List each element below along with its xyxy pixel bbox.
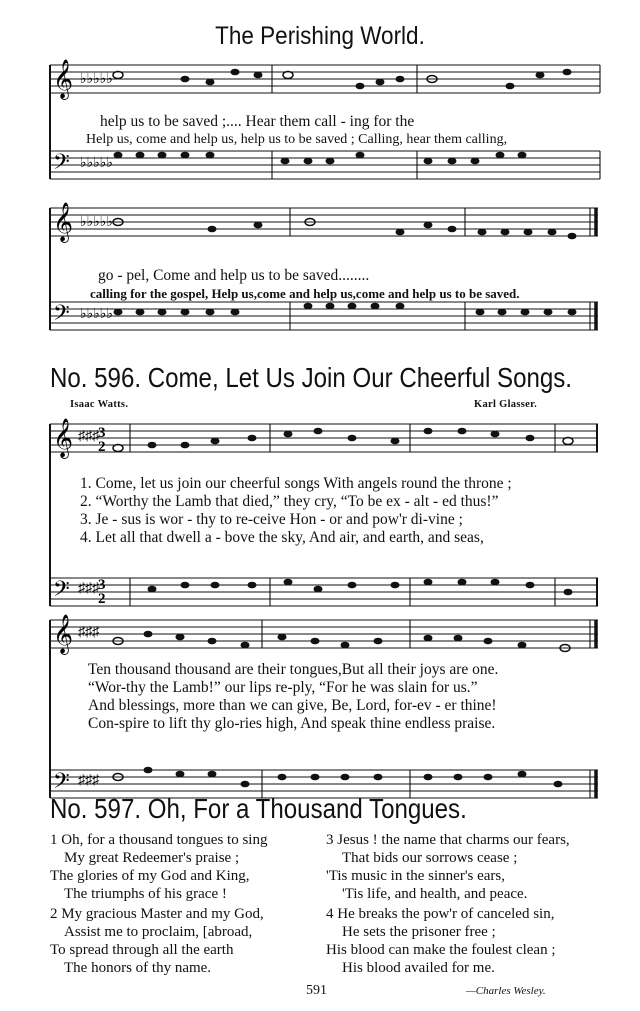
stanza-line: That bids our sorrows cease ; xyxy=(342,850,518,866)
verse-line: 4. Let all that dwell a - bove the sky, And air, and earth, and seas, xyxy=(80,529,484,546)
stanza-line: 3 Jesus ! the name that charms our fears, xyxy=(326,832,570,848)
svg-text:3: 3 xyxy=(98,425,106,441)
stanza-line: His blood can make the foulest clean ; xyxy=(326,942,556,958)
hymn-596-heading: No. 596. Come, Let Us Join Our Cheerful Songs. xyxy=(50,362,572,393)
verse-line: 3. Je - sus is wor - thy to re-ceive Hon - or and pow'r di-vine ; xyxy=(80,511,463,528)
stanza-line: Assist me to proclaim, [abroad, xyxy=(64,924,253,940)
verse-line: 1. Come, let us join our cheerful songs With angels round the throne ; xyxy=(80,475,512,492)
hymn-596-composer: Karl Glasser. xyxy=(474,399,538,410)
stanza-line: My great Redeemer's praise ; xyxy=(64,850,240,866)
stanza-line: His blood availed for me. xyxy=(342,960,495,976)
top-hymn-title: The Perishing World. xyxy=(215,22,425,50)
svg-text:2: 2 xyxy=(98,591,106,607)
svg-text:𝄞: 𝄞 xyxy=(53,614,74,654)
svg-text:♭♭♭♭♭: ♭♭♭♭♭ xyxy=(80,215,114,230)
lyric-line: calling for the gospel, Help us,come and help us,come and help us to be saved. xyxy=(90,286,520,301)
lyric-line: help us to be saved ;.... Hear them call - ing for the xyxy=(100,113,415,130)
lyric-line: Help us, come and help us, help us to be saved ; Calling, hear them calling, xyxy=(86,132,508,147)
stanza-line: The triumphs of his grace ! xyxy=(64,886,227,902)
verse-line: Con-spire to lift thy glo-ries high, And speak thine endless praise. xyxy=(88,715,496,732)
stanza-line: The honors of thy name. xyxy=(64,960,212,976)
svg-text:♯♯♯: ♯♯♯ xyxy=(78,773,99,788)
svg-text:♯♯♯: ♯♯♯ xyxy=(78,429,99,444)
stanza-line: 2 My gracious Master and my God, xyxy=(50,906,264,922)
hymn-597-heading: No. 597. Oh, For a Thousand Tongues. xyxy=(50,793,467,824)
stanza-line: 'Tis life, and health, and peace. xyxy=(342,886,528,902)
verse-line: Ten thousand thousand are their tongues,But all their joys are one. xyxy=(88,661,499,678)
svg-text:♭♭♭♭♭: ♭♭♭♭♭ xyxy=(80,72,114,87)
svg-text:𝄢: 𝄢 xyxy=(53,577,70,607)
hymn-596-author: Isaac Watts. xyxy=(70,399,129,410)
verse-line: 2. “Worthy the Lamb that died,” they cry, “To be ex - alt - ed thus!” xyxy=(80,493,499,510)
lyric-line: go - pel, Come and help us to be saved........ xyxy=(98,267,370,284)
stanza-line: 'Tis music in the sinner's ears, xyxy=(326,868,506,884)
verse-line: And blessings, more than we can give, Be, Lord, for-ev - er thine! xyxy=(88,697,497,714)
svg-text:♯♯♯: ♯♯♯ xyxy=(78,625,99,640)
svg-text:𝄞: 𝄞 xyxy=(53,59,74,99)
page-number: 591 xyxy=(306,983,327,998)
svg-text:♯♯♯: ♯♯♯ xyxy=(78,581,99,596)
stanza-line: 1 Oh, for a thousand tongues to sing xyxy=(50,832,268,848)
verse-line: “Wor-thy the Lamb!” our lips re-ply, “For he was slain for us.” xyxy=(88,679,478,696)
svg-text:♭♭♭♭♭: ♭♭♭♭♭ xyxy=(80,307,114,322)
svg-text:3: 3 xyxy=(98,577,106,593)
svg-text:𝄢: 𝄢 xyxy=(53,301,70,331)
stanza-line: 4 He breaks the pow'r of canceled sin, xyxy=(326,906,555,922)
svg-text:♭♭♭♭♭: ♭♭♭♭♭ xyxy=(80,156,114,171)
stanza-line: He sets the prisoner free ; xyxy=(342,924,496,940)
svg-text:𝄞: 𝄞 xyxy=(53,202,74,242)
hymn-597-attribution: —Charles Wesley. xyxy=(466,985,546,997)
svg-text:𝄢: 𝄢 xyxy=(53,150,70,180)
svg-text:𝄞: 𝄞 xyxy=(53,418,74,458)
stanza-line: To spread through all the earth xyxy=(50,942,234,958)
svg-text:𝄢: 𝄢 xyxy=(53,769,70,799)
stanza-line: The glories of my God and King, xyxy=(50,868,250,884)
svg-text:2: 2 xyxy=(98,439,106,455)
